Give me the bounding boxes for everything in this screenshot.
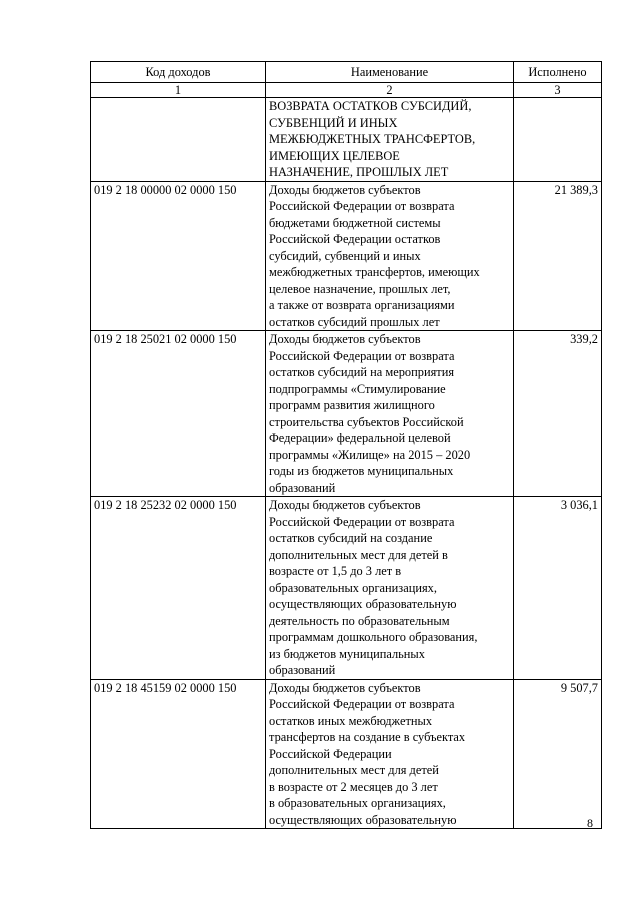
name-line: в возрасте от 2 месяцев до 3 лет bbox=[269, 779, 438, 794]
name-line: остатков субсидий на создание bbox=[269, 531, 433, 545]
column-number: 1 bbox=[91, 83, 266, 98]
name-line: субсидий, субвенций и иных bbox=[269, 248, 421, 263]
name-line: остатков субсидий прошлых лет bbox=[269, 314, 440, 329]
name-line: осуществляющих образовательную bbox=[269, 597, 457, 611]
name-line: а также от возврата организациями bbox=[269, 298, 455, 312]
name-line: образовательных организациях, bbox=[269, 580, 437, 595]
name-line: программам дошкольного образования, bbox=[269, 630, 478, 644]
name-line: годы из бюджетов муниципальных bbox=[269, 464, 454, 478]
name-line: ВОЗВРАТА ОСТАТКОВ СУБСИДИЙ, bbox=[269, 99, 472, 113]
name-line: Доходы бюджетов субъектов bbox=[269, 182, 421, 197]
revenue-name bbox=[266, 98, 514, 182]
name-line: Российской Федерации от возврата bbox=[269, 348, 455, 363]
name-line: СУБВЕНЦИЙ И ИНЫХ bbox=[269, 115, 398, 130]
executed-amount bbox=[514, 98, 602, 182]
name-line: программ развития жилищного bbox=[269, 398, 435, 412]
page-number: 8 bbox=[587, 816, 593, 830]
name-line: возрасте от 1,5 до 3 лет в bbox=[269, 564, 402, 578]
name-line: бюджетами бюджетной системы bbox=[269, 215, 441, 230]
revenue-name bbox=[266, 679, 514, 829]
name-line: в образовательных организациях, bbox=[269, 796, 446, 810]
table-row bbox=[91, 181, 602, 331]
executed-amount: 21 389,3 bbox=[514, 181, 602, 331]
name-line: деятельность по образовательным bbox=[269, 613, 450, 628]
revenue-code: 019 2 18 45159 02 0000 150 bbox=[91, 679, 266, 829]
name-line: Доходы бюджетов субъектов bbox=[269, 680, 421, 695]
table-row bbox=[91, 679, 602, 829]
name-line: Российской Федерации от возврата bbox=[269, 199, 455, 213]
name-line: программы «Жилище» на 2015 – 2020 bbox=[269, 447, 471, 462]
name-line: дополнительных мест для детей в bbox=[269, 547, 448, 562]
name-line: межбюджетных трансфертов, имеющих bbox=[269, 265, 480, 279]
name-line: Доходы бюджетов субъектов bbox=[269, 332, 421, 346]
name-line: остатков иных межбюджетных bbox=[269, 713, 433, 728]
name-line: Российской Федерации bbox=[269, 746, 392, 761]
name-line: Российской Федерации от возврата bbox=[269, 514, 455, 529]
name-line: ИМЕЮЩИХ ЦЕЛЕВОЕ bbox=[269, 148, 400, 163]
revenue-code: 019 2 18 25232 02 0000 150 bbox=[91, 497, 266, 680]
header-code: Код доходов bbox=[91, 62, 266, 83]
name-line: Федерации» федеральной целевой bbox=[269, 431, 451, 445]
name-line: из бюджетов муниципальных bbox=[269, 646, 425, 661]
table-row bbox=[91, 497, 602, 680]
name-line: трансфертов на создание в субъектах bbox=[269, 730, 466, 744]
table-row bbox=[91, 98, 602, 182]
header-executed: Исполнено bbox=[514, 62, 602, 83]
name-line: дополнительных мест для детей bbox=[269, 763, 439, 777]
revenue-name bbox=[266, 181, 514, 331]
name-line: целевое назначение, прошлых лет, bbox=[269, 281, 451, 296]
revenue-code: 019 2 18 00000 02 0000 150 bbox=[91, 181, 266, 331]
executed-amount: 9 507,7 bbox=[514, 679, 602, 829]
name-line: МЕЖБЮДЖЕТНЫХ ТРАНСФЕРТОВ, bbox=[269, 132, 476, 146]
name-line: подпрограммы «Стимулирование bbox=[269, 381, 446, 396]
name-line: образований bbox=[269, 480, 336, 495]
header-name: Наименование bbox=[266, 62, 514, 83]
executed-amount: 339,2 bbox=[514, 331, 602, 497]
name-line: строительства субъектов Российской bbox=[269, 414, 464, 429]
name-line: остатков субсидий на мероприятия bbox=[269, 365, 455, 379]
column-number: 2 bbox=[266, 83, 514, 98]
name-line: образований bbox=[269, 663, 336, 677]
revenue-code bbox=[91, 98, 266, 182]
column-number: 3 bbox=[514, 83, 602, 98]
revenue-table bbox=[90, 61, 602, 829]
name-line: НАЗНАЧЕНИЕ, ПРОШЛЫХ ЛЕТ bbox=[269, 165, 449, 179]
name-line: Российской Федерации остатков bbox=[269, 232, 441, 246]
revenue-name bbox=[266, 497, 514, 680]
table-header-row bbox=[91, 62, 602, 83]
name-line: осуществляющих образовательную bbox=[269, 812, 457, 827]
name-line: Доходы бюджетов субъектов bbox=[269, 498, 421, 512]
revenue-code: 019 2 18 25021 02 0000 150 bbox=[91, 331, 266, 497]
revenue-name bbox=[266, 331, 514, 497]
column-number-row bbox=[91, 83, 602, 98]
name-line: Российской Федерации от возврата bbox=[269, 697, 455, 711]
table-row bbox=[91, 331, 602, 497]
executed-amount: 3 036,1 bbox=[514, 497, 602, 680]
